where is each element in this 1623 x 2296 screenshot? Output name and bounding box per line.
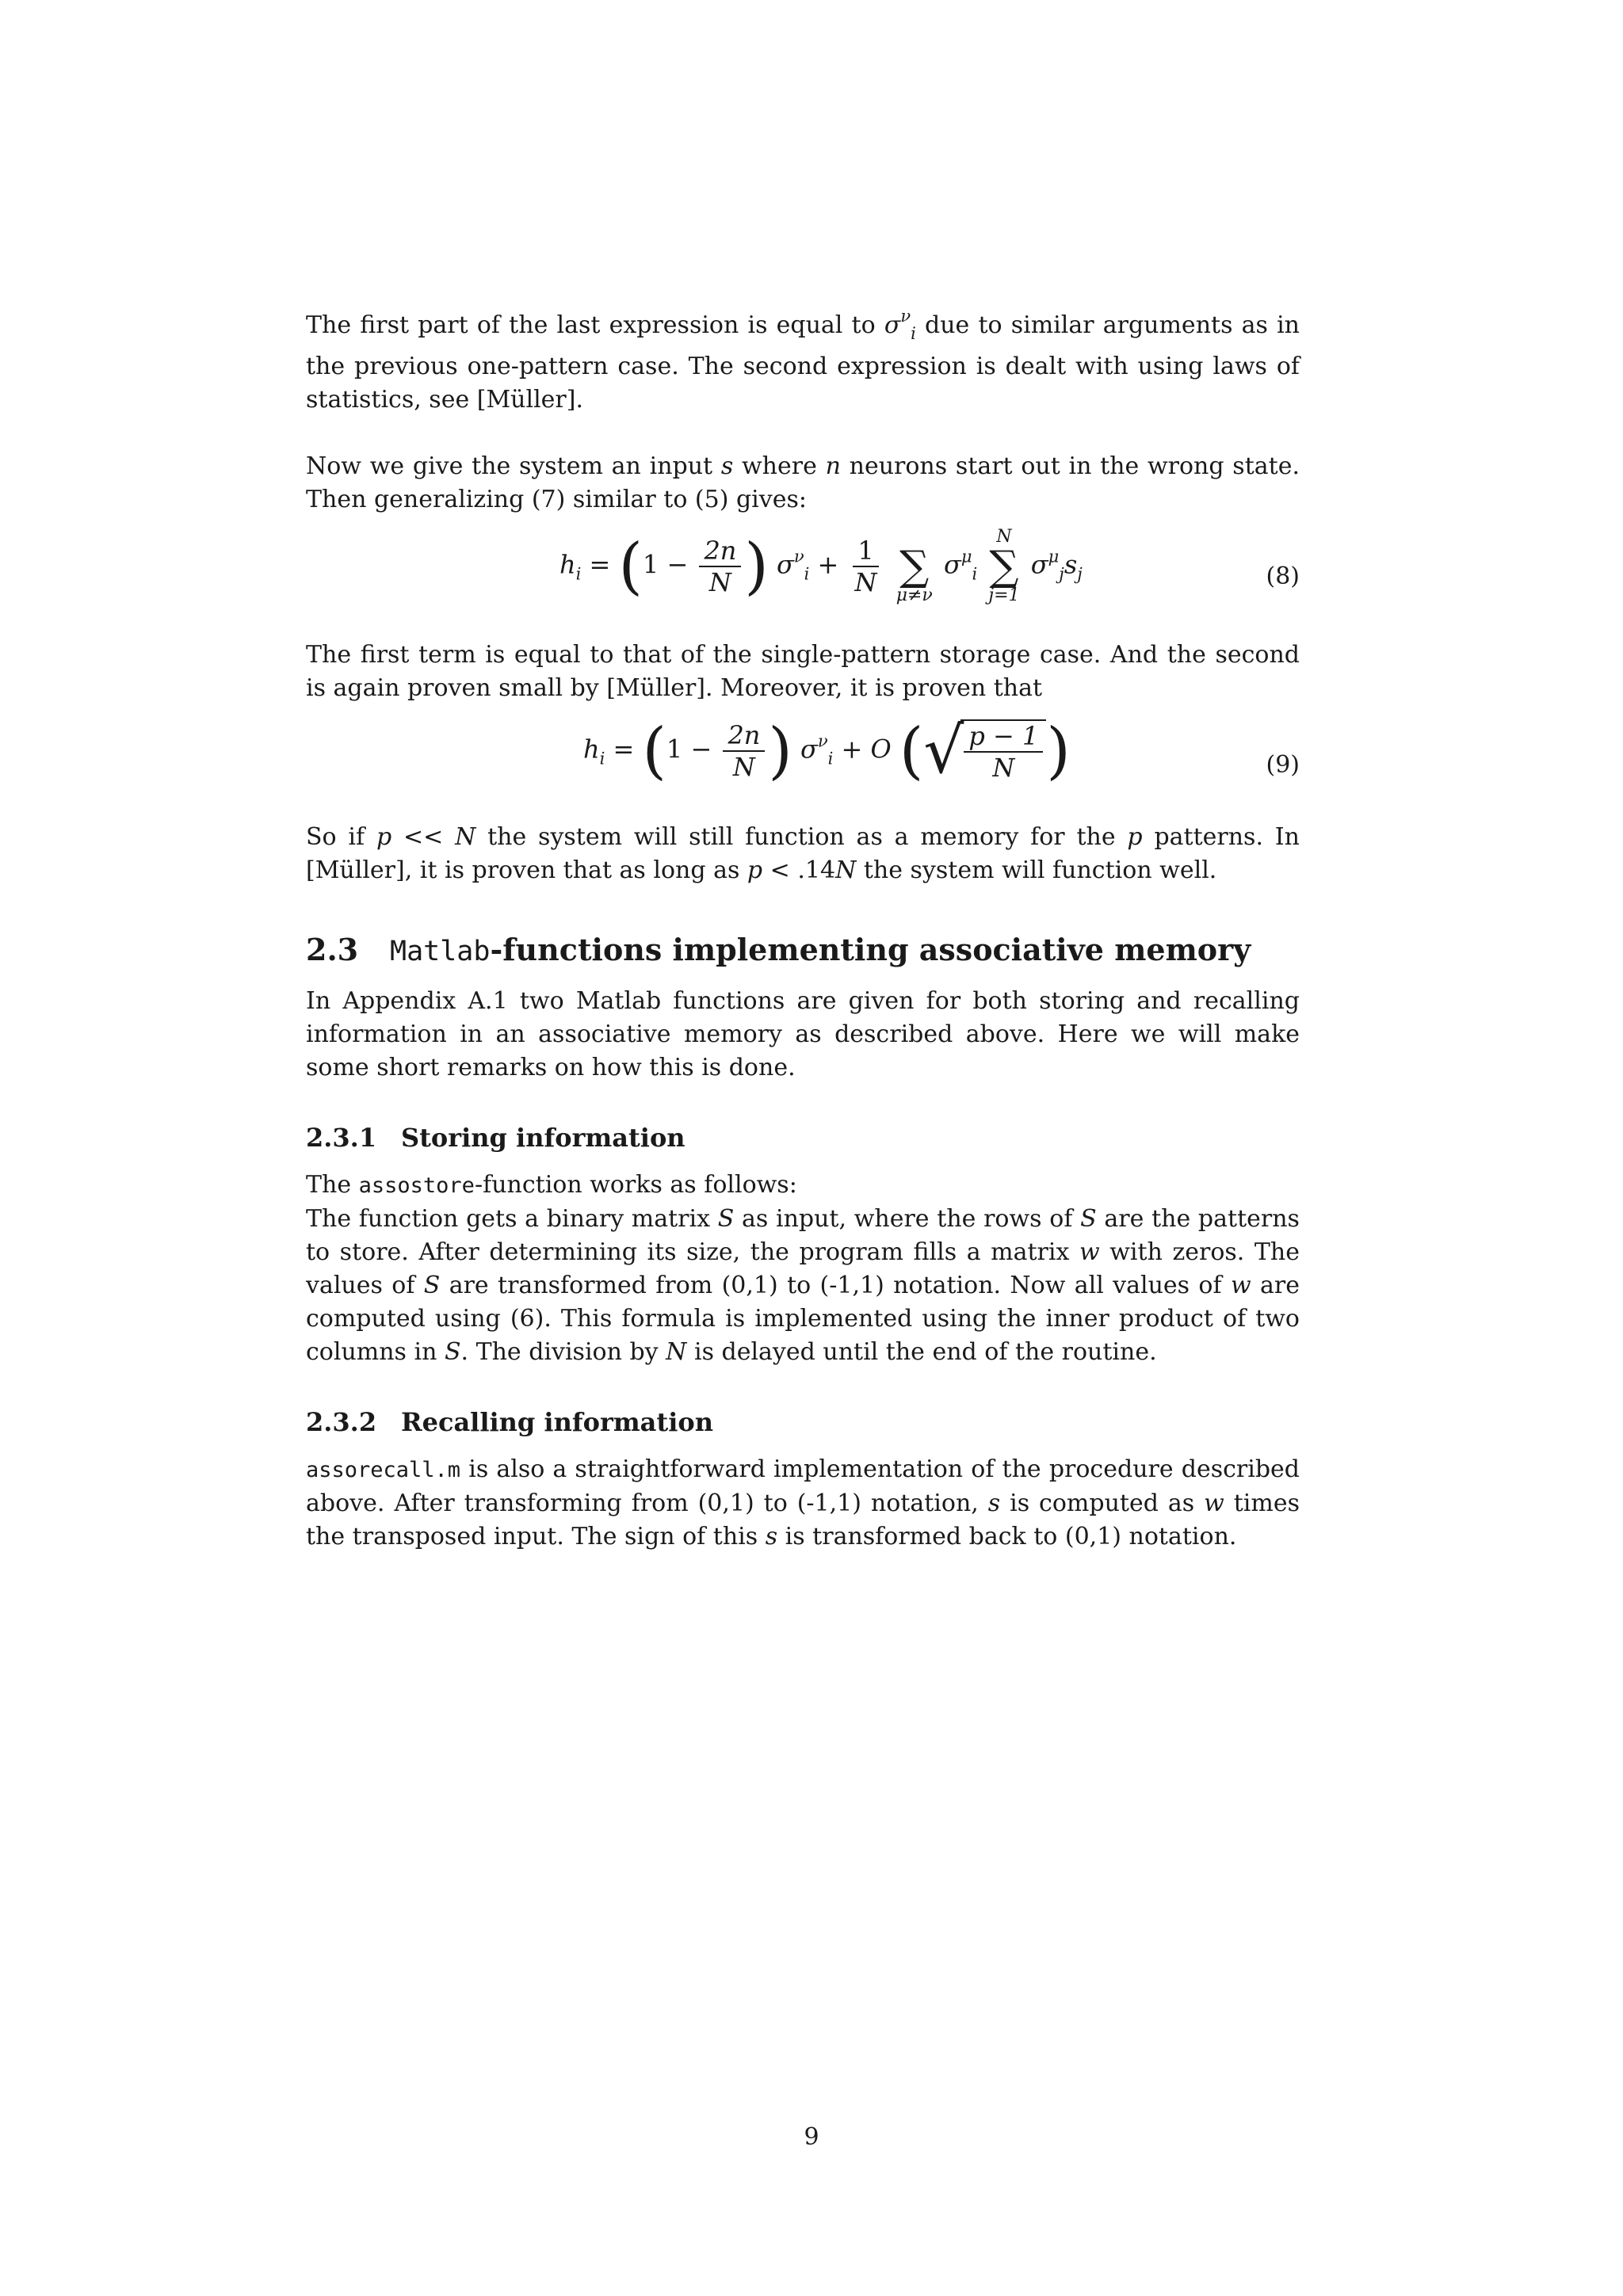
section-heading-2-3: 2.3 Matlab-functions implementing associative memory xyxy=(306,932,1251,967)
paragraph-first-term: The first term is equal to that of the single-pattern storage case. And the second is again proven small by [Müller]. Moreover, it is proven that xyxy=(306,641,1300,702)
paragraph-input: Now we give the system an input s where n neurons start out in the wrong state. Then generalizing (7) similar to (5) gives: xyxy=(306,452,1300,513)
paragraph-storing: The assostore-function works as follows: The function gets a binary matrix S as input, where the rows of S are the patterns to store. After determining its size, the program fills a matrix w with zeros. The values of S are transformed from (0,1) to (-1,1) notation. Now all values of w are computed using (6). This formula is implemented using the inner product of two columns in S. The division by N is delayed until the end of the routine. xyxy=(306,1171,1300,1366)
equation-9-number: (9) xyxy=(1266,751,1300,779)
paragraph-first-part xyxy=(306,299,1300,417)
paragraph-appendix: In Appendix A.1 two Matlab functions are given for both storing and recalling information in an associative memory as described above. Here we will make some short remarks on how this is done. xyxy=(306,987,1300,1081)
equation-9 xyxy=(306,714,1300,821)
sigma-symbol: $\sigma^\nu_i$ xyxy=(884,307,916,343)
text: The first part of the last expression is equal to xyxy=(306,311,876,339)
paragraph-so-if: So if p << N the system will still function as a memory for the p patterns. In [Müller], it is proven that as long as p < .14N the system will function well. xyxy=(306,823,1300,884)
text: due to similar arguments as in the previous one-pattern case. The second expression is dealt with using laws of statistics, see [Müller]. xyxy=(306,311,1300,414)
equation-8 xyxy=(306,528,1300,639)
subsection-heading-2-3-2: 2.3.2 Recalling information xyxy=(306,1407,713,1437)
paragraph-recalling: assorecall.m is also a straightforward implementation of the procedure described above. After transforming from (0,1) to (-1,1) notation, s is computed as w times the transposed input. The sign of this s is transformed back to (0,1) notation. xyxy=(306,1455,1300,1550)
page-number: 9 xyxy=(804,2123,819,2151)
equation-8-number: (8) xyxy=(1266,563,1300,590)
equation-8-body: $h_i = (1$ − $\frac{2n}{N}$ ) $\sigma^\nu_i$ + $\frac{1}{N}$ ∑ μ≠ν $\sigma^\mu_i$ N ∑ j=1 $\sigma^\mu_js_j$ xyxy=(559,527,1083,605)
equation-9-body: $h_i = (1$ − $\frac{2n}{N}$ ) $\sigma^\nu_i + O$ ( √ $\frac{p - 1}{N}$ ) xyxy=(583,714,1071,788)
page-content xyxy=(306,299,1300,1554)
subsection-heading-2-3-1: 2.3.1 Storing information xyxy=(306,1123,685,1153)
